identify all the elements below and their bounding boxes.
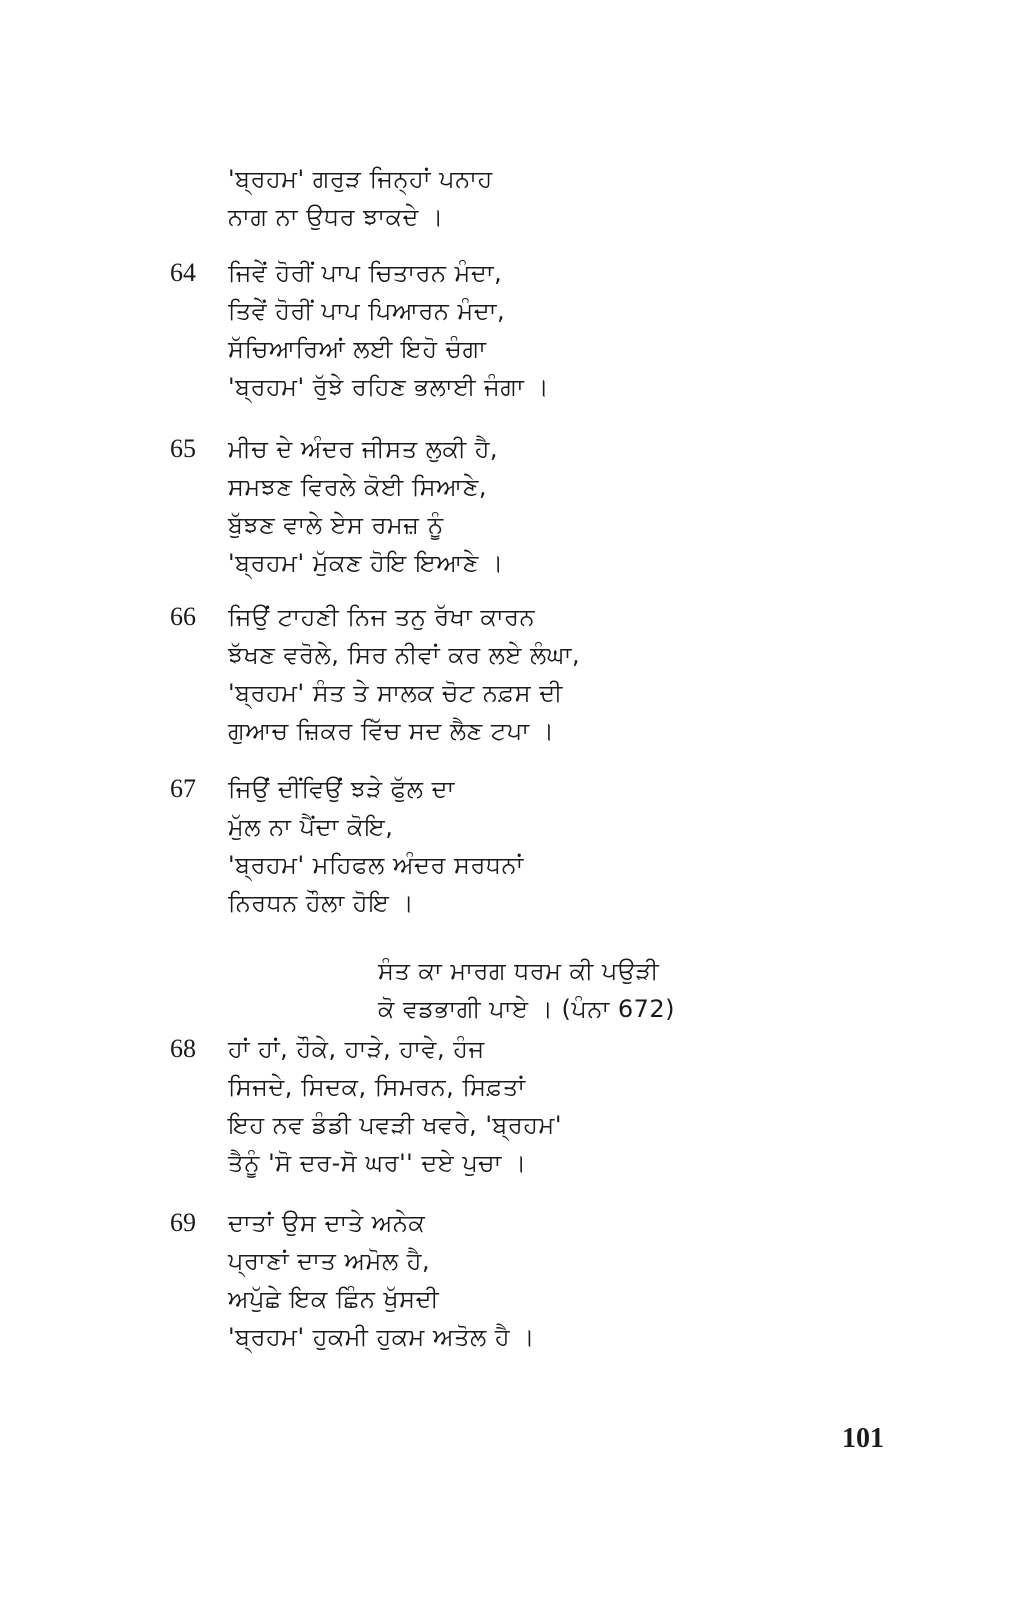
- verse-line: 'ਬ੍ਰਹਮ' ਮੁੱਕਣ ਹੋਇ ਇਆਣੇ ।: [228, 549, 504, 577]
- verse-line: 'ਬ੍ਰਹਮ' ਰੁੱਝੇ ਰਹਿਣ ਭਲਾਈ ਜੰਗਾ ।: [228, 373, 550, 401]
- verse-line: ਦਾਤਾਂ ਉਸ ਦਾਤੇ ਅਨੇਕ: [228, 1209, 426, 1237]
- verse-line: ਸਮਝਣ ਵਿਰਲੇ ਕੋਈ ਸਿਆਣੇ,: [228, 473, 487, 501]
- verse-line: ਬੁੱਝਣ ਵਾਲੇ ਏਸ ਰਮਜ਼ ਨੂੰ: [228, 511, 444, 539]
- quote-line: ਸੰਤ ਕਾ ਮਾਰਗ ਧਰਮ ਕੀ ਪਉੜੀ: [378, 957, 660, 985]
- stanza-lines: [228, 1030, 562, 1182]
- verse-line: ਝੱਖਣ ਵਰੋਲੇ, ਸਿਰ ਨੀਵਾਂ ਕਰ ਲਏ ਲੰਘਾ,: [228, 641, 581, 669]
- stanza-number: 65: [170, 434, 196, 463]
- verse-line: ਜਿਉਂ ਦੀਂਵਿਉਂ ਝੜੇ ਫੁੱਲ ਦਾ: [228, 775, 455, 803]
- verse-line: ਸਿਜਦੇ, ਸਿਦਕ, ਸਿਮਰਨ, ਸਿਫ਼ਤਾਂ: [228, 1073, 526, 1101]
- stanza-number: 64: [170, 258, 196, 287]
- verse-line: ਸੱਚਿਆਰਿਆਂ ਲਈ ਇਹੋ ਚੰਗਾ: [228, 335, 487, 363]
- verse-line: ਪ੍ਰਾਣਾਂ ਦਾਤ ਅਮੋਲ ਹੈ,: [228, 1247, 431, 1275]
- stanza-number: 68: [170, 1034, 196, 1063]
- page-number: 101: [842, 1423, 884, 1454]
- stanza-lines: [228, 1204, 535, 1356]
- verse-line: ਜਿਉਂ ਟਾਹਣੀ ਨਿਜ ਤਨੁ ਰੱਖਾ ਕਾਰਨ: [228, 603, 536, 631]
- verse-line: ਤਿਵੇਂ ਹੋਰੀਂ ਪਾਪ ਪਿਆਰਨ ਮੰਦਾ,: [228, 297, 506, 325]
- verse-line: ਹਾਂ ਹਾਂ, ਹੌਕੇ, ਹਾੜੇ, ਹਾਵੇ, ਹੰਜ: [228, 1035, 485, 1063]
- verse-line: 'ਬ੍ਰਹਮ' ਹੁਕਮੀ ਹੁਕਮ ਅਤੋਲ ਹੈ ।: [228, 1323, 535, 1351]
- stanza-number: 66: [170, 602, 196, 631]
- verse-line: 'ਬ੍ਰਹਮ' ਸੰਤ ਤੇ ਸਾਲਕ ਚੋਟ ਨਫ਼ਸ ਦੀ: [228, 679, 563, 707]
- stanza-number: 69: [170, 1208, 196, 1237]
- stanza-number: 67: [170, 774, 196, 803]
- scripture-quote: [378, 952, 675, 1028]
- stanza-lines: [228, 770, 524, 922]
- verse-line: 'ਬ੍ਰਹਮ' ਗਰੁੜ ਜਿਨ੍ਹਾਂ ਪਨਾਹ: [228, 165, 493, 193]
- verse-line: ਤੈਨੂੰ 'ਸੋ ਦਰ-ਸੋ ਘਰ'' ਦਏ ਪੁਚਾ ।: [228, 1149, 527, 1177]
- stanza-lines: [228, 430, 504, 582]
- verse-line: 'ਬ੍ਰਹਮ' ਮਹਿਫਲ ਅੰਦਰ ਸਰਧਨਾਂ: [228, 851, 524, 879]
- stanza-lines: [228, 598, 580, 750]
- verse-line: ਨਿਰਧਨ ਹੌਲਾ ਹੋਇ ।: [228, 889, 415, 917]
- quote-line: ਕੋ ਵਡਭਾਗੀ ਪਾਏ । (ਪੰਨਾ 672): [378, 995, 675, 1023]
- verse-line: ਨਾਗ ਨਾ ਉਧਰ ਝਾਕਦੇ ।: [228, 203, 444, 231]
- stanza-lines: [228, 160, 493, 236]
- verse-line: ਮੀਚ ਦੇ ਅੰਦਰ ਜੀਸਤ ਲੁਕੀ ਹੈ,: [228, 435, 499, 463]
- verse-line: ਮੁੱਲ ਨਾ ਪੈਂਦਾ ਕੋਇ,: [228, 813, 394, 841]
- verse-line: ਇਹ ਨਵ ਡੰਡੀ ਪਵੜੀ ਖਵਰੇ, 'ਬ੍ਰਹਮ': [228, 1111, 562, 1139]
- verse-line: ਗੁਆਚ ਜ਼ਿਕਰ ਵਿੱਚ ਸਦ ਲੈਣ ਟਪਾ ।: [228, 717, 555, 745]
- stanza-lines: [228, 254, 549, 406]
- verse-line: ਜਿਵੇਂ ਹੋਰੀਂ ਪਾਪ ਚਿਤਾਰਨ ਮੰਦਾ,: [228, 259, 503, 287]
- verse-line: ਅਪੁੱਛੇ ਇਕ ਛਿੰਨ ਖੁੱਸਦੀ: [228, 1285, 440, 1313]
